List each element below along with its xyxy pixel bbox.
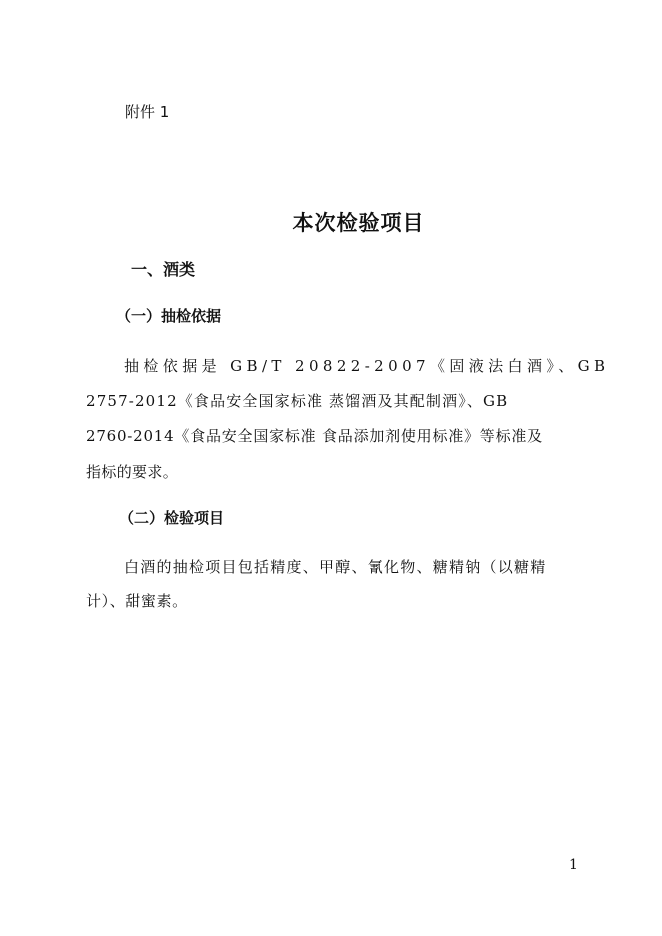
inspection-basis-line: 2757-2012《食品安全国家标准 蒸馏酒及其配制酒》、GB — [86, 392, 509, 410]
inspection-basis-line: 抽检依据是 GB/T 20822-2007《固液法白酒》、GB — [124, 357, 610, 375]
section-heading-liquor: 一、酒类 — [131, 260, 196, 280]
inspection-basis-line: 指标的要求。 — [86, 463, 179, 481]
inspection-items-line: 计）、甜蜜素。 — [86, 592, 188, 610]
page-number: 1 — [569, 857, 578, 873]
inspection-basis-line: 2760-2014《食品安全国家标准 食品添加剂使用标准》等标准及 — [86, 427, 543, 445]
inspection-items-line: 白酒的抽检项目包括精度、甲醇、氰化物、糖精钠（以糖精 — [124, 558, 547, 576]
subsection-heading-inspection-items: （二）检验项目 — [119, 509, 225, 527]
subsection-heading-inspection-basis: （一）抽检依据 — [116, 307, 222, 325]
document-title: 本次检验项目 — [292, 211, 425, 236]
attachment-label: 附件 1 — [125, 103, 170, 121]
